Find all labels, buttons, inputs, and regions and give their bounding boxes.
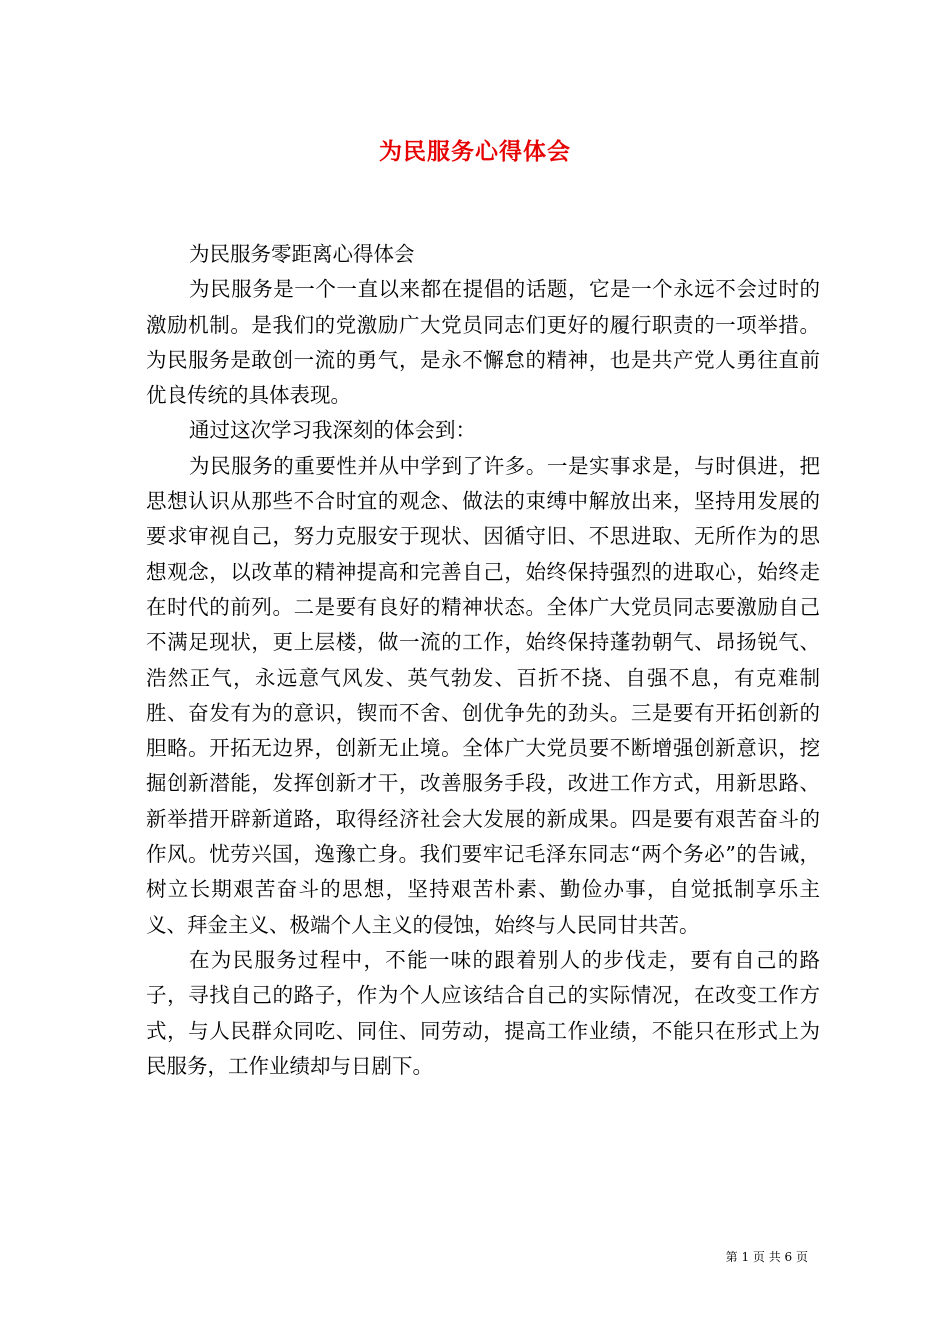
page-number: 第 1 页 共 6 页 [725, 1250, 808, 1264]
document-title: 为民服务心得体会 [379, 138, 571, 165]
paragraph: 通过这次学习我深刻的体会到： [189, 418, 477, 443]
document-subtitle: 为民服务零距离心得体会 [189, 242, 415, 266]
paragraph: 为民服务是一个一直以来都在提倡的话题，它是一个永远不会过时的激励机制。是我们的党激励广大党员同志们更好的履行职责的一项举措。为民服务是敢创一流的勇气，是永不懈怠的精神，也是共产党人勇往直前优良传统的具体表现。 [146, 277, 820, 408]
paragraph: 为民服务的重要性并从中学到了许多。一是实事求是，与时俱进，把思想认识从那些不合时宜的观念、做法的束缚中解放出来，坚持用发展的要求审视自己，努力克服安于现状、因循守旧、不思进取、无所作为的思想观念，以改革的精神提高和完善自己，始终保持强烈的进取心，始终走在时代的前列。二是要有良好的精神状态。全体广大党员同志要激励自己不满足现状，更上层楼，做一流的工作，始终保持蓬勃朝气、昂扬锐气、浩然正气，永远意气风发、英气勃发、百折不挠、自强不息，有克难制胜、奋发有为的意识，锲而不舍、创优争先的劲头。三是要有开拓创新的胆略。开拓无边界，创新无止境。全体广大党员要不断增强创新意识，挖掘创新潜能，发挥创新才干，改善服务手段，改进工作方式，用新思路、新举措开辟新道路，取得经济社会大发展的新成果。四是要有艰苦奋斗的作风。忧劳兴国，逸豫亡身。我们要牢记毛泽东同志“两个务必”的告诫，树立长期艰苦奋斗的思想，坚持艰苦朴素、勤俭办事，自觉抵制享乐主义、拜金主义、极端个人主义的侵蚀，始终与人民同甘共苦。 [146, 453, 820, 937]
document-body [146, 237, 820, 1084]
paragraph: 在为民服务过程中，不能一味的跟着别人的步伐走，要有自己的路子，寻找自己的路子，作为个人应该结合自己的实际情况，在改变工作方式，与人民群众同吃、同住、同劳动，提高工作业绩，不能只在形式上为民服务，工作业绩却与日剧下。 [146, 947, 820, 1078]
